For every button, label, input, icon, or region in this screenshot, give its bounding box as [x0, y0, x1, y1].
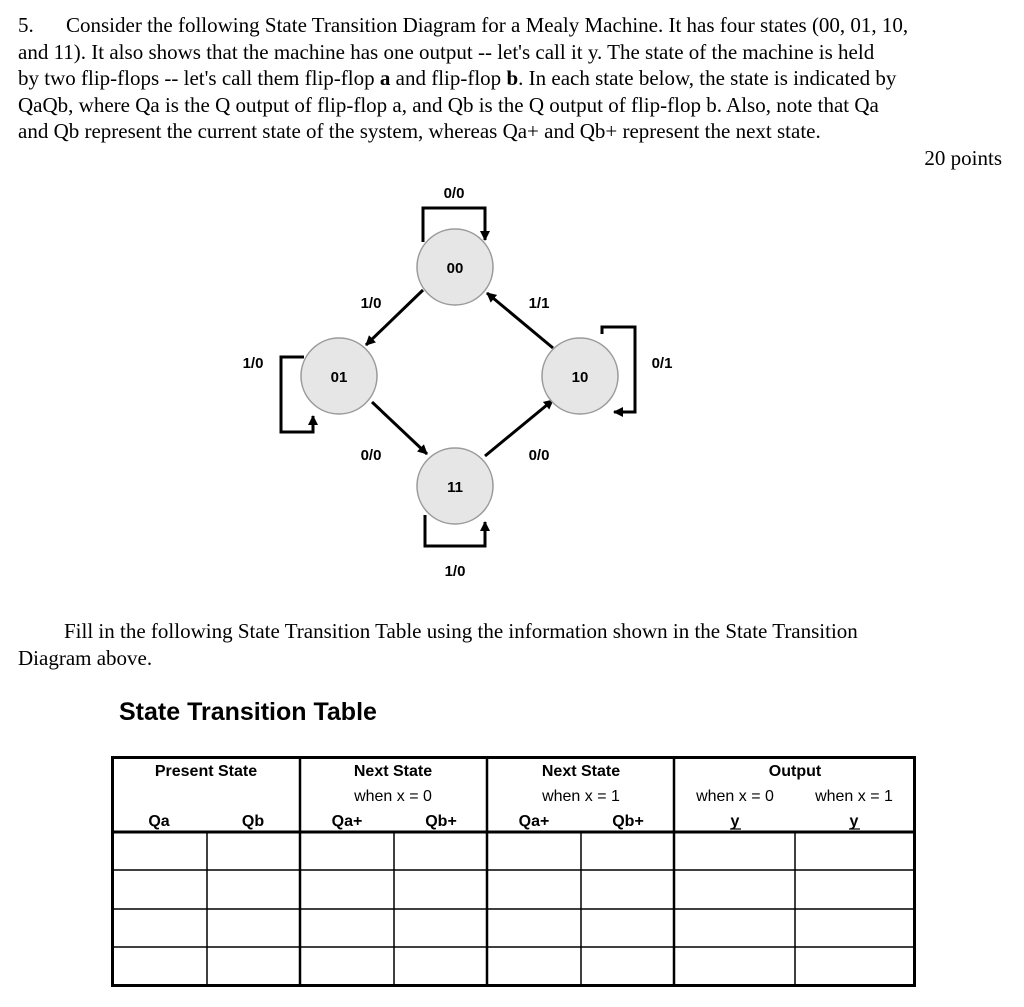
table-cell[interactable]: [676, 911, 793, 945]
header-next-state-x0: Next State: [353, 763, 433, 780]
header-next-state-x1: Next State: [541, 763, 621, 780]
instructions-line-1: Fill in the following State Transition Table using the information shown in the State Transition: [64, 619, 858, 643]
state-00: [417, 229, 493, 305]
problem-statement: [18, 12, 1008, 145]
header-qb-plus-x1: Qb+: [612, 813, 644, 830]
table-cell[interactable]: [489, 949, 579, 984]
label-loop-01: 1/0: [242, 355, 264, 372]
table-cell[interactable]: [676, 949, 793, 984]
header-qa: Qa: [148, 813, 170, 830]
label-10-to-00: 1/1: [528, 295, 550, 312]
table-cell[interactable]: [396, 872, 485, 907]
table-cell[interactable]: [209, 872, 298, 907]
svg-text:00: 00: [446, 260, 464, 277]
table-cell[interactable]: [797, 949, 914, 984]
table-cell[interactable]: [302, 949, 392, 984]
table-cell[interactable]: [114, 872, 205, 907]
header-qa-plus-x0: Qa+: [331, 813, 363, 830]
problem-line-1: 5. Consider the following State Transition Diagram for a Mealy Machine. It has four states (00, 01, 10,: [18, 13, 909, 37]
problem-number: 5.: [18, 13, 34, 37]
table-cell[interactable]: [396, 911, 485, 945]
instructions: [18, 618, 1008, 672]
table-cell[interactable]: [489, 872, 579, 907]
table-cell[interactable]: [489, 911, 579, 945]
label-loop-11: 1/0: [444, 563, 466, 580]
header-when-x1: when x = 1: [542, 788, 620, 805]
table-cell[interactable]: [489, 834, 579, 868]
table-cell[interactable]: [676, 834, 793, 868]
svg-text:01: 01: [330, 369, 348, 386]
header-when-x0: when x = 0: [354, 788, 432, 805]
label-loop-00: 0/0: [443, 185, 465, 202]
header-qa-plus-x1: Qa+: [518, 813, 550, 830]
state-10: [542, 338, 618, 414]
table-cell[interactable]: [797, 834, 914, 868]
instructions-line-2: Diagram above.: [18, 646, 153, 670]
table-cell[interactable]: [302, 872, 392, 907]
table-cell[interactable]: [583, 834, 672, 868]
state-01: [301, 338, 377, 414]
svg-text:11: 11: [447, 479, 463, 496]
label-11-to-10: 0/0: [528, 447, 550, 464]
table-cell[interactable]: [676, 872, 793, 907]
problem-line-2: and 11). It also shows that the machine has one output -- let's call it y. The state of the machine is held: [18, 39, 875, 64]
header-output: Output: [768, 763, 822, 780]
table-cell[interactable]: [114, 911, 205, 945]
header-qb: Qb: [241, 813, 265, 830]
label-01-to-11: 0/0: [360, 447, 382, 464]
table-cell[interactable]: [114, 834, 205, 868]
svg-text:10: 10: [571, 369, 589, 386]
state-11: [417, 448, 493, 524]
header-y-x0: y: [730, 813, 740, 830]
table-cell[interactable]: [209, 834, 298, 868]
label-loop-10: 0/1: [651, 355, 673, 372]
state-transition-table: [111, 756, 917, 988]
table-cell[interactable]: [302, 911, 392, 945]
problem-line-5: and Qb represent the current state of the system, whereas Qa+ and Qb+ represent the next state.: [18, 119, 821, 143]
header-output-when-x0: when x = 0: [696, 788, 774, 805]
header-output-when-x1: when x = 1: [815, 788, 893, 805]
header-qb-plus-x0: Qb+: [425, 813, 457, 830]
table-cell[interactable]: [396, 834, 485, 868]
table-cell[interactable]: [583, 949, 672, 984]
header-present-state: Present State: [154, 763, 258, 780]
problem-line-3: by two flip-flops -- let's call them flip-flop a and flip-flop b. In each state below, the state is indicated by: [18, 66, 897, 90]
table-cell[interactable]: [114, 949, 205, 984]
table-cell[interactable]: [583, 872, 672, 907]
table-cell[interactable]: [209, 911, 298, 945]
table-cell[interactable]: [797, 872, 914, 907]
table-cell[interactable]: [583, 911, 672, 945]
problem-line-4: QaQb, where Qa is the Q output of flip-flop a, and Qb is the Q output of flip-flop b. Also, note that Qa: [18, 92, 879, 117]
points-label: 20 points: [924, 146, 1002, 170]
label-00-to-01: 1/0: [360, 295, 382, 312]
table-cell[interactable]: [209, 949, 298, 984]
table-cell[interactable]: [302, 834, 392, 868]
table-cell[interactable]: [797, 911, 914, 945]
header-y-x1: y: [849, 813, 859, 830]
table-title: State Transition Table: [119, 698, 377, 726]
table-cell[interactable]: [396, 949, 485, 984]
state-transition-diagram: [0, 170, 1024, 590]
